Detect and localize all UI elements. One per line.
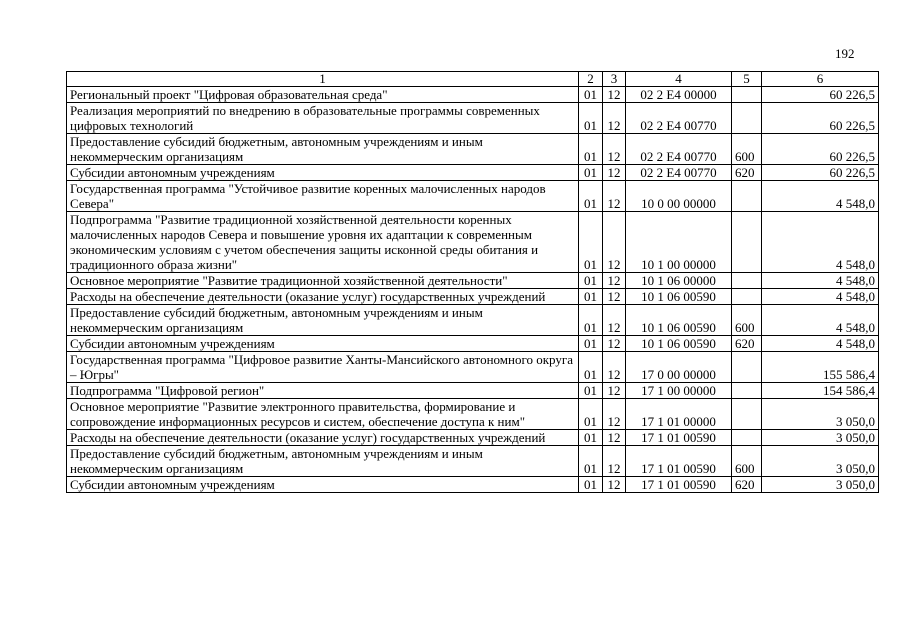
row-target-code: 10 1 06 00590 xyxy=(626,305,732,336)
row-expense-type: 620 xyxy=(732,477,762,493)
row-name: Расходы на обеспечение деятельности (оказание услуг) государственных учреждений xyxy=(67,430,579,446)
row-subsection: 12 xyxy=(603,477,626,493)
row-target-code: 17 0 00 00000 xyxy=(626,352,732,383)
row-expense-type xyxy=(732,289,762,305)
row-expense-type xyxy=(732,181,762,212)
column-header-1: 1 xyxy=(67,72,579,87)
row-target-code: 17 1 01 00590 xyxy=(626,430,732,446)
table-row xyxy=(67,446,879,477)
row-name: Субсидии автономным учреждениям xyxy=(67,336,579,352)
row-subsection: 12 xyxy=(603,352,626,383)
row-subsection: 12 xyxy=(603,165,626,181)
table-row xyxy=(67,134,879,165)
row-name: Предоставление субсидий бюджетным, автономным учреждениям и иным некоммерческим организациям xyxy=(67,446,579,477)
row-name: Региональный проект "Цифровая образовательная среда" xyxy=(67,87,579,103)
row-subsection: 12 xyxy=(603,446,626,477)
table-row xyxy=(67,273,879,289)
row-target-code: 10 1 00 00000 xyxy=(626,212,732,273)
row-amount: 4 548,0 xyxy=(762,289,879,305)
row-amount: 4 548,0 xyxy=(762,336,879,352)
row-section: 01 xyxy=(579,430,603,446)
row-name: Субсидии автономным учреждениям xyxy=(67,165,579,181)
row-amount: 3 050,0 xyxy=(762,446,879,477)
row-subsection: 12 xyxy=(603,399,626,430)
table-row xyxy=(67,103,879,134)
table-row xyxy=(67,212,879,273)
column-header-2: 2 xyxy=(579,72,603,87)
table-row xyxy=(67,399,879,430)
row-section: 01 xyxy=(579,273,603,289)
row-section: 01 xyxy=(579,477,603,493)
row-name: Государственная программа "Устойчивое развитие коренных малочисленных народов Севера" xyxy=(67,181,579,212)
row-subsection: 12 xyxy=(603,87,626,103)
row-amount: 4 548,0 xyxy=(762,273,879,289)
row-name: Подпрограмма "Цифровой регион" xyxy=(67,383,579,399)
row-expense-type: 600 xyxy=(732,134,762,165)
row-amount: 4 548,0 xyxy=(762,305,879,336)
row-section: 01 xyxy=(579,103,603,134)
header-row xyxy=(67,72,879,87)
row-amount: 60 226,5 xyxy=(762,103,879,134)
row-expense-type: 620 xyxy=(732,336,762,352)
row-target-code: 10 1 06 00590 xyxy=(626,336,732,352)
row-name: Основное мероприятие "Развитие электронного правительства, формирование и сопровождение информационных ресурсов и систем, обеспечение доступа к ним" xyxy=(67,399,579,430)
row-expense-type: 620 xyxy=(732,165,762,181)
row-subsection: 12 xyxy=(603,305,626,336)
row-target-code: 17 1 01 00590 xyxy=(626,446,732,477)
table-row xyxy=(67,305,879,336)
table-row xyxy=(67,165,879,181)
row-amount: 3 050,0 xyxy=(762,399,879,430)
row-expense-type xyxy=(732,430,762,446)
row-section: 01 xyxy=(579,165,603,181)
row-target-code: 02 2 E4 00000 xyxy=(626,87,732,103)
row-subsection: 12 xyxy=(603,103,626,134)
table-row xyxy=(67,352,879,383)
row-target-code: 10 1 06 00590 xyxy=(626,289,732,305)
row-expense-type xyxy=(732,212,762,273)
row-name: Реализация мероприятий по внедрению в образовательные программы современных цифровых технологий xyxy=(67,103,579,134)
row-amount: 3 050,0 xyxy=(762,477,879,493)
column-header-5: 5 xyxy=(732,72,762,87)
row-name: Субсидии автономным учреждениям xyxy=(67,477,579,493)
row-amount: 4 548,0 xyxy=(762,212,879,273)
row-expense-type xyxy=(732,399,762,430)
budget-table xyxy=(66,71,879,493)
row-target-code: 17 1 01 00590 xyxy=(626,477,732,493)
row-section: 01 xyxy=(579,352,603,383)
row-target-code: 10 1 06 00000 xyxy=(626,273,732,289)
column-header-4: 4 xyxy=(626,72,732,87)
row-target-code: 02 2 E4 00770 xyxy=(626,103,732,134)
row-section: 01 xyxy=(579,212,603,273)
row-target-code: 02 2 E4 00770 xyxy=(626,165,732,181)
row-subsection: 12 xyxy=(603,134,626,165)
row-subsection: 12 xyxy=(603,383,626,399)
row-amount: 154 586,4 xyxy=(762,383,879,399)
row-section: 01 xyxy=(579,305,603,336)
row-name: Государственная программа "Цифровое развитие Ханты-Мансийского автономного округа – Югры" xyxy=(67,352,579,383)
row-section: 01 xyxy=(579,134,603,165)
row-section: 01 xyxy=(579,446,603,477)
row-expense-type: 600 xyxy=(732,446,762,477)
row-section: 01 xyxy=(579,399,603,430)
row-expense-type: 600 xyxy=(732,305,762,336)
row-name: Предоставление субсидий бюджетным, автономным учреждениям и иным некоммерческим организациям xyxy=(67,134,579,165)
table-row xyxy=(67,477,879,493)
row-section: 01 xyxy=(579,289,603,305)
row-subsection: 12 xyxy=(603,273,626,289)
table-body xyxy=(67,87,879,493)
row-expense-type xyxy=(732,103,762,134)
row-amount: 60 226,5 xyxy=(762,165,879,181)
column-header-3: 3 xyxy=(603,72,626,87)
row-expense-type xyxy=(732,87,762,103)
table-row xyxy=(67,87,879,103)
row-amount: 60 226,5 xyxy=(762,134,879,165)
table-row xyxy=(67,289,879,305)
table-row xyxy=(67,336,879,352)
row-name: Основное мероприятие "Развитие традиционной хозяйственной деятельности" xyxy=(67,273,579,289)
row-amount: 60 226,5 xyxy=(762,87,879,103)
row-target-code: 17 1 01 00000 xyxy=(626,399,732,430)
row-section: 01 xyxy=(579,383,603,399)
row-subsection: 12 xyxy=(603,181,626,212)
row-target-code: 02 2 E4 00770 xyxy=(626,134,732,165)
table-header xyxy=(67,72,879,87)
page-number: 192 xyxy=(835,46,855,61)
row-amount: 3 050,0 xyxy=(762,430,879,446)
row-amount: 155 586,4 xyxy=(762,352,879,383)
row-subsection: 12 xyxy=(603,212,626,273)
row-name: Расходы на обеспечение деятельности (оказание услуг) государственных учреждений xyxy=(67,289,579,305)
row-subsection: 12 xyxy=(603,289,626,305)
row-section: 01 xyxy=(579,181,603,212)
row-amount: 4 548,0 xyxy=(762,181,879,212)
row-subsection: 12 xyxy=(603,430,626,446)
row-expense-type xyxy=(732,383,762,399)
row-expense-type xyxy=(732,273,762,289)
row-target-code: 10 0 00 00000 xyxy=(626,181,732,212)
row-subsection: 12 xyxy=(603,336,626,352)
table-row xyxy=(67,430,879,446)
table-row xyxy=(67,181,879,212)
row-expense-type xyxy=(732,352,762,383)
column-header-6: 6 xyxy=(762,72,879,87)
table-row xyxy=(67,383,879,399)
row-target-code: 17 1 00 00000 xyxy=(626,383,732,399)
row-section: 01 xyxy=(579,336,603,352)
row-section: 01 xyxy=(579,87,603,103)
row-name: Предоставление субсидий бюджетным, автономным учреждениям и иным некоммерческим организациям xyxy=(67,305,579,336)
row-name: Подпрограмма "Развитие традиционной хозяйственной деятельности коренных малочисленных народов Севера и повышение уровня их адаптации к современным экономическим условиям с учетом обеспечения защиты исконной среды обитания и традиционного образа жизни" xyxy=(67,212,579,273)
